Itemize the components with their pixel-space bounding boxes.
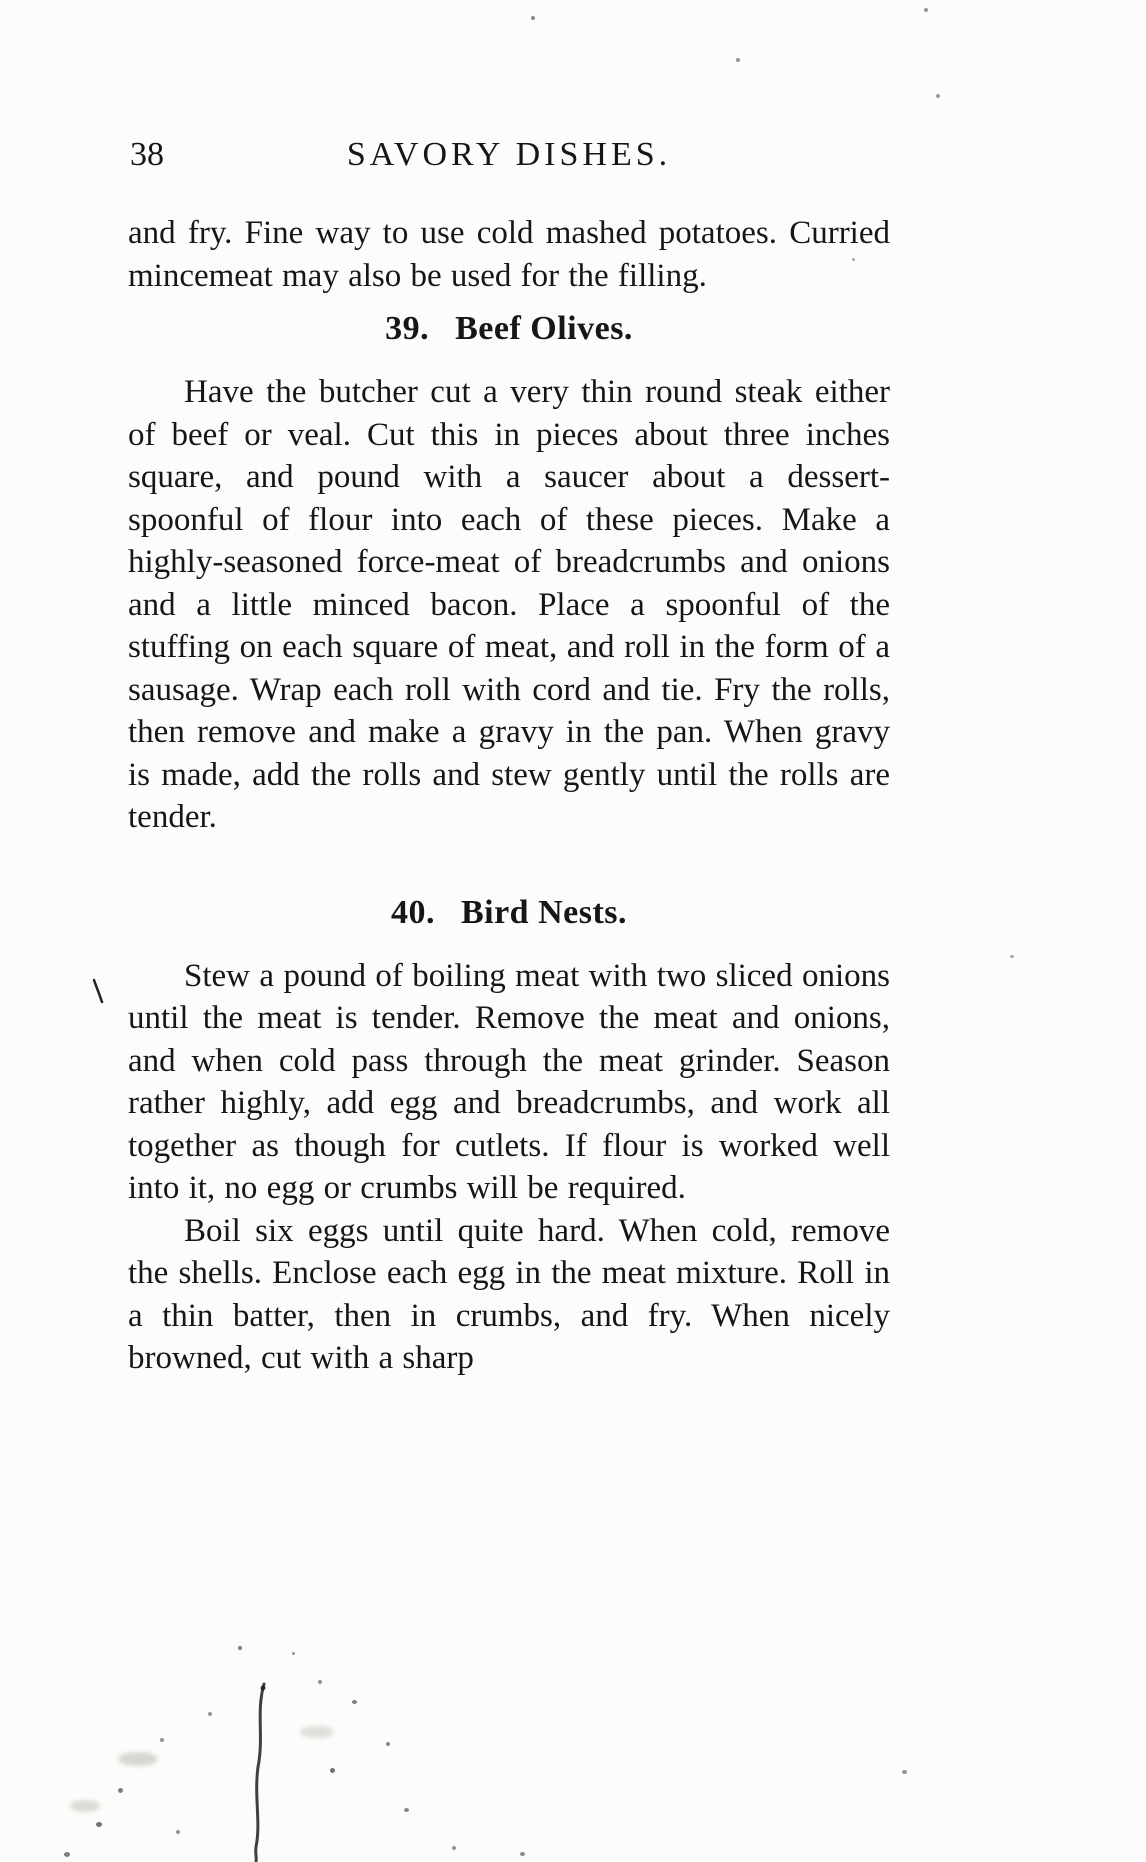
recipe-40-paragraph-1: Stew a pound of boiling meat with two sliced onions until the meat is tender. Remove the meat and onions, and when cold pass through the meat grinder. Season rather highly, add egg and breadcrumbs, and work all together as though for cutlets. If flour is worked well into it, no egg or crumbs will be required. — [128, 957, 890, 1206]
recipe-heading-39 — [128, 307, 890, 351]
text-block — [128, 132, 890, 1380]
ink-speck — [902, 1770, 907, 1774]
ink-speck — [160, 1738, 164, 1742]
ink-speck — [924, 8, 928, 12]
ink-speck — [64, 1852, 70, 1857]
ink-speck — [452, 1846, 456, 1850]
scan-smudge — [70, 1800, 100, 1812]
recipe-40-number: 40. — [390, 893, 435, 931]
ink-speck — [318, 1680, 322, 1684]
ink-speck — [118, 1788, 123, 1793]
continuation-paragraph: and fry. Fine way to use cold mashed potatoes. Curried mincemeat may also be used for the filling. — [128, 215, 890, 294]
recipe-40-title: Bird Nests. — [460, 893, 628, 931]
ink-speck — [292, 1652, 295, 1655]
ink-squiggle — [248, 1682, 274, 1862]
running-title: SAVORY DISHES. — [346, 136, 672, 173]
ink-speck — [531, 16, 535, 20]
ink-speck — [1010, 955, 1014, 958]
ink-speck — [176, 1830, 180, 1834]
recipe-heading-40 — [128, 891, 890, 935]
recipe-40-paragraph-2: Boil six eggs until quite hard. When cold, remove the shells. Enclose each egg in the meat mixture. Roll in a thin batter, then in crumbs, and fry. When nicely browned, cut with a sharp — [128, 1212, 890, 1376]
stray-tick-mark — [90, 978, 106, 1004]
page-header — [128, 132, 890, 178]
page-number: 38 — [130, 136, 164, 173]
recipe-39-number: 39. — [385, 310, 430, 347]
ink-speck — [352, 1700, 357, 1704]
scan-smudge — [300, 1726, 334, 1738]
ink-speck — [520, 1852, 525, 1856]
ink-speck — [238, 1646, 242, 1650]
ink-speck — [96, 1822, 102, 1827]
ink-speck — [736, 58, 740, 62]
recipe-39-body: Have the butcher cut a very thin round steak either of beef or veal. Cut this in pieces about three inches square, and pound with a saucer about a dessert-spoonful of flour into each of these pieces. Make a highly-seasoned force-meat of breadcrumbs and onions and a little minced bacon. Place a spoonful of the stuffing on each square of meat, and roll in the form of a sausage. Wrap each roll with cord and tie. Fry the rolls, then remove and make a gravy in the pan. When gravy is made, add the rolls and stew gently until the rolls are tender. — [128, 374, 890, 835]
ink-speck — [208, 1712, 212, 1716]
ink-speck — [330, 1768, 335, 1773]
ink-speck — [386, 1742, 390, 1746]
ink-speck — [936, 94, 940, 98]
ink-speck — [404, 1808, 409, 1812]
recipe-39-title: Beef Olives. — [455, 310, 633, 347]
scan-smudge — [118, 1752, 158, 1766]
